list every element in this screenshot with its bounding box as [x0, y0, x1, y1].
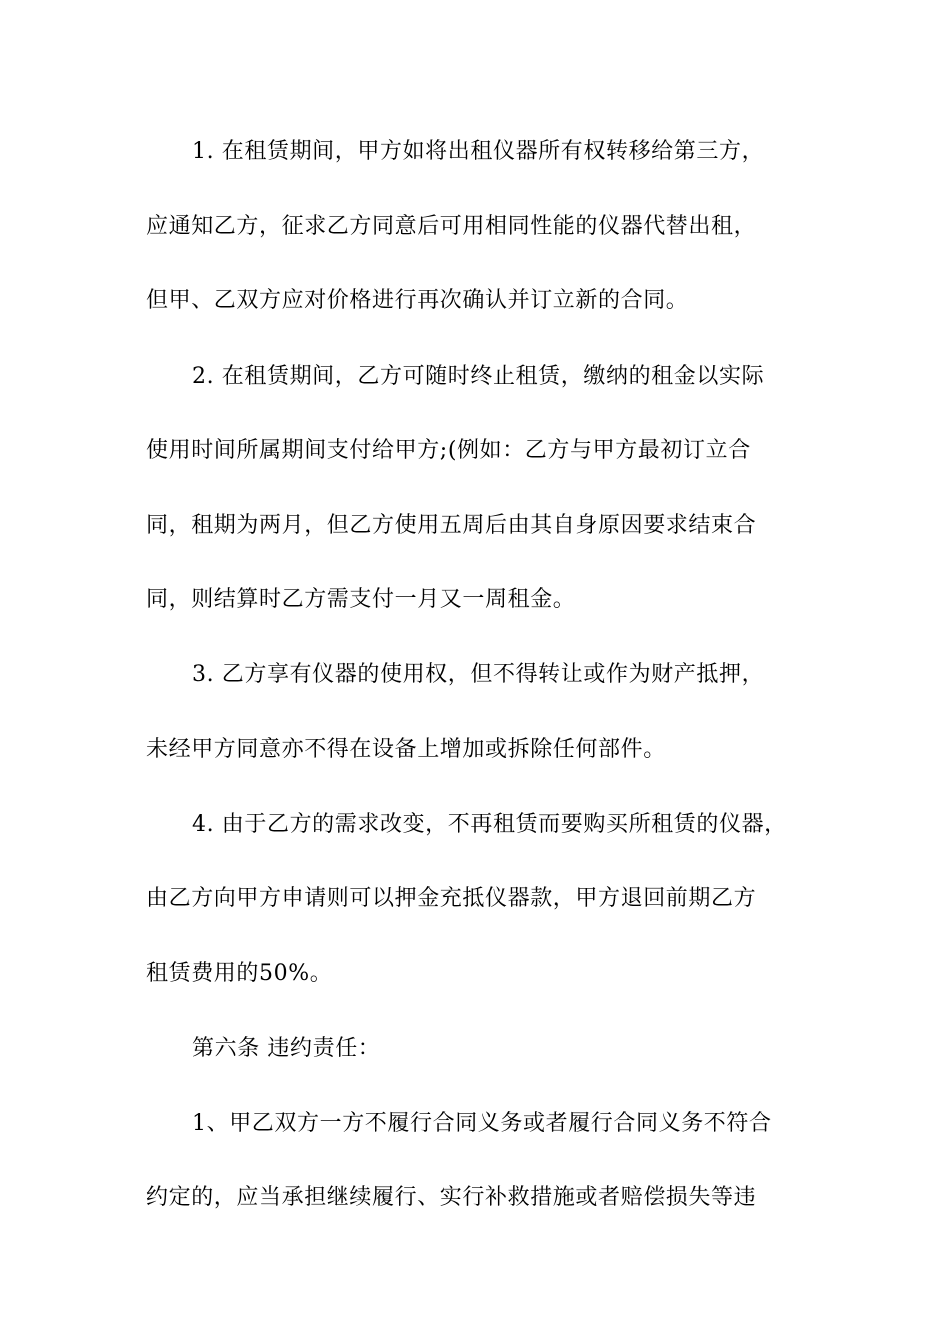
paragraph-3-line-1: 3. 乙方享有仪器的使用权，但不得转让或作为财产抵押，: [192, 662, 765, 687]
paragraph-1-line-2: 应通知乙方，征求乙方同意后可用相同性能的仪器代替出租，: [146, 214, 757, 239]
paragraph-2-line-3: 同，租期为两月，但乙方使用五周后由其自身原因要求结束合: [146, 513, 757, 538]
paragraph-3-line-2: 未经甲方同意亦不得在设备上增加或拆除任何部件。: [146, 737, 666, 762]
section-heading-article-6: 第六条 违约责任：: [192, 1036, 381, 1061]
paragraph-2-line-4: 同，则结算时乙方需支付一月又一周租金。: [146, 587, 576, 612]
paragraph-4-line-1: 4. 由于乙方的需求改变，不再租赁而要购买所租赁的仪器，: [192, 812, 787, 837]
paragraph-4-line-3: 租赁费用的50%。: [146, 961, 333, 986]
paragraph-4-line-2: 由乙方向甲方申请则可以押金充抵仪器款，甲方退回前期乙方: [146, 886, 757, 911]
paragraph-5-line-1: 1、甲乙双方一方不履行合同义务或者履行合同义务不符合: [192, 1111, 772, 1136]
paragraph-2-line-2: 使用时间所属期间支付给甲方;(例如：乙方与甲方最初订立合: [146, 438, 751, 463]
paragraph-1-line-1: 1. 在租赁期间，甲方如将出租仪器所有权转移给第三方，: [192, 139, 765, 164]
paragraph-1-line-3: 但甲、乙双方应对价格进行再次确认并订立新的合同。: [146, 288, 689, 313]
paragraph-5-line-2: 约定的，应当承担继续履行、实行补救措施或者赔偿损失等违: [146, 1185, 757, 1210]
paragraph-2-line-1: 2. 在租赁期间，乙方可随时终止租赁，缴纳的租金以实际: [192, 364, 765, 389]
